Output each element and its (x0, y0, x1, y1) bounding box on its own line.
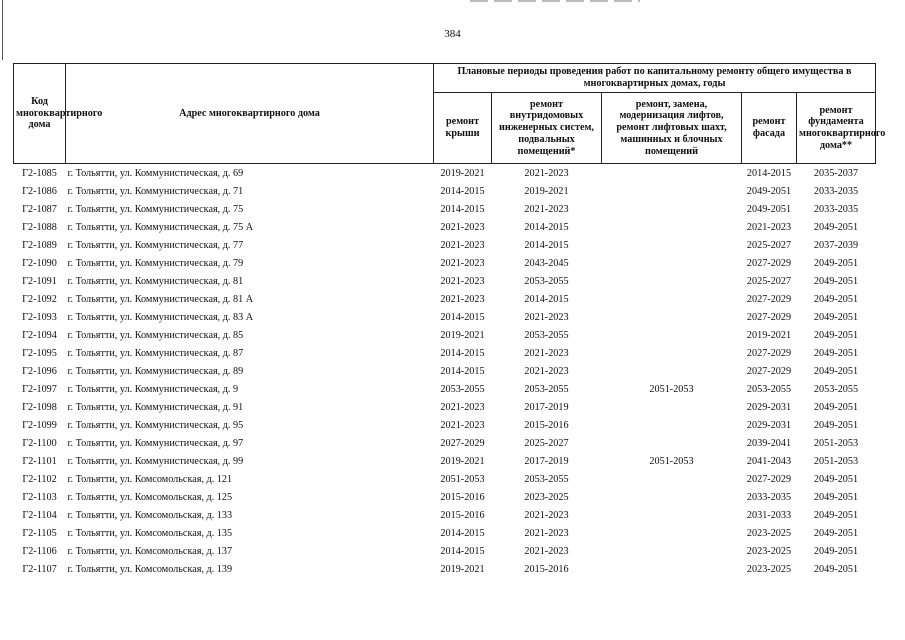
cell-address: г. Тольятти, ул. Коммунистическая, д. 71 (67, 185, 244, 197)
cell-engineering: 2014-2015 (524, 239, 569, 251)
cell-foundation: 2033-2035 (813, 203, 859, 215)
cell-code: Г2-1099 (22, 419, 57, 431)
cell-elevators (602, 326, 742, 344)
cell-elevators (602, 344, 742, 362)
cell-code: Г2-1098 (22, 401, 57, 413)
cell-engineering: 2021-2023 (524, 527, 569, 539)
cell-foundation: 2051-2053 (813, 455, 859, 467)
cell-address: г. Тольятти, ул. Коммунистическая, д. 89 (67, 365, 244, 377)
cell-engineering: 2015-2016 (524, 419, 569, 431)
header-address: Адрес многоквартирного дома (66, 64, 434, 164)
cell-code: Г2-1085 (22, 167, 57, 179)
cell-facade: 2025-2027 (746, 239, 792, 251)
cell-code: Г2-1092 (22, 293, 57, 305)
table-row (14, 488, 876, 506)
cell-code: Г2-1105 (22, 527, 57, 539)
cell-code: Г2-1093 (22, 311, 57, 323)
cell-engineering: 2017-2019 (524, 401, 569, 413)
cell-elevators (602, 434, 742, 452)
scan-artifact (470, 0, 640, 2)
cell-code: Г2-1091 (22, 275, 57, 287)
cell-address: г. Тольятти, ул. Коммунистическая, д. 85 (67, 329, 244, 341)
cell-roof: 2014-2015 (440, 545, 485, 557)
cell-elevators (602, 218, 742, 236)
cell-engineering: 2053-2055 (524, 275, 569, 287)
cell-engineering: 2014-2015 (524, 221, 569, 233)
cell-foundation: 2049-2051 (813, 275, 859, 287)
table-row (14, 326, 876, 344)
cell-roof: 2021-2023 (440, 401, 485, 413)
cell-code: Г2-1086 (22, 185, 57, 197)
cell-foundation: 2049-2051 (813, 491, 859, 503)
cell-facade: 2014-2015 (746, 167, 792, 179)
cell-facade: 2031-2033 (746, 509, 792, 521)
cell-roof: 2051-2053 (440, 473, 485, 485)
cell-facade: 2039-2041 (746, 437, 792, 449)
cell-address: г. Тольятти, ул. Комсомольская, д. 121 (67, 473, 233, 485)
cell-foundation: 2049-2051 (813, 347, 859, 359)
cell-foundation: 2049-2051 (813, 401, 859, 413)
cell-address: г. Тольятти, ул. Коммунистическая, д. 79 (67, 257, 244, 269)
cell-code: Г2-1088 (22, 221, 57, 233)
cell-engineering: 2023-2025 (524, 491, 569, 503)
cell-foundation: 2049-2051 (813, 221, 859, 233)
cell-engineering: 2015-2016 (524, 563, 569, 575)
cell-roof: 2014-2015 (440, 311, 485, 323)
cell-facade: 2041-2043 (746, 455, 792, 467)
table-row (14, 218, 876, 236)
cell-roof: 2014-2015 (440, 527, 485, 539)
cell-foundation: 2049-2051 (813, 293, 859, 305)
cell-elevators (602, 362, 742, 380)
cell-code: Г2-1102 (22, 473, 57, 485)
cell-code: Г2-1089 (22, 239, 57, 251)
table-row (14, 272, 876, 290)
table-row (14, 560, 876, 578)
cell-facade: 2027-2029 (746, 347, 792, 359)
cell-code: Г2-1103 (22, 491, 57, 503)
cell-facade: 2027-2029 (746, 311, 792, 323)
capital-repair-schedule-table (13, 63, 886, 578)
cell-engineering: 2014-2015 (524, 293, 569, 305)
cell-address: г. Тольятти, ул. Коммунистическая, д. 69 (67, 167, 244, 179)
table-row (14, 182, 876, 200)
cell-code: Г2-1106 (22, 545, 57, 557)
cell-engineering: 2053-2055 (524, 473, 569, 485)
cell-roof: 2014-2015 (440, 203, 485, 215)
cell-foundation: 2049-2051 (813, 545, 859, 557)
cell-engineering: 2021-2023 (524, 347, 569, 359)
cell-elevators (602, 272, 742, 290)
cell-foundation: 2049-2051 (813, 329, 859, 341)
cell-address: г. Тольятти, ул. Коммунистическая, д. 9 (67, 383, 239, 395)
table-row (14, 380, 876, 398)
cell-foundation: 2049-2051 (813, 509, 859, 521)
cell-elevators (602, 236, 742, 254)
cell-engineering: 2017-2019 (524, 455, 569, 467)
cell-elevators (602, 416, 742, 434)
cell-elevators (602, 182, 742, 200)
table-body (14, 164, 876, 579)
table-row (14, 164, 876, 183)
cell-code: Г2-1090 (22, 257, 57, 269)
cell-roof: 2019-2021 (440, 167, 485, 179)
table-row (14, 308, 876, 326)
cell-address: г. Тольятти, ул. Коммунистическая, д. 95 (67, 419, 244, 431)
cell-code: Г2-1107 (22, 563, 57, 575)
table-row (14, 236, 876, 254)
table-row (14, 254, 876, 272)
cell-engineering: 2021-2023 (524, 509, 569, 521)
cell-engineering: 2043-2045 (524, 257, 569, 269)
cell-roof: 2014-2015 (440, 185, 485, 197)
table-row (14, 470, 876, 488)
table-row (14, 506, 876, 524)
cell-foundation: 2051-2053 (813, 437, 859, 449)
table-row (14, 542, 876, 560)
header-periods-group: Плановые периоды проведения работ по капитальному ремонту общего имущества в многоквартирных домах, годы (434, 64, 876, 93)
cell-roof: 2021-2023 (440, 419, 485, 431)
header-elevators: ремонт, замена, модернизация лифтов, ремонт лифтовых шахт, машинных и блочных помещений (602, 93, 742, 164)
cell-address: г. Тольятти, ул. Комсомольская, д. 125 (67, 491, 233, 503)
table-row (14, 416, 876, 434)
cell-foundation: 2049-2051 (813, 257, 859, 269)
cell-code: Г2-1094 (22, 329, 57, 341)
cell-foundation: 2049-2051 (813, 311, 859, 323)
table-row (14, 290, 876, 308)
cell-elevators (602, 488, 742, 506)
cell-code: Г2-1100 (22, 437, 57, 449)
cell-code: Г2-1097 (22, 383, 57, 395)
cell-foundation: 2049-2051 (813, 419, 859, 431)
cell-address: г. Тольятти, ул. Комсомольская, д. 139 (67, 563, 233, 575)
header-facade: ремонт фасада (742, 93, 797, 164)
cell-roof: 2021-2023 (440, 221, 485, 233)
table-row (14, 344, 876, 362)
table-row (14, 362, 876, 380)
cell-address: г. Тольятти, ул. Коммунистическая, д. 83 А (67, 311, 254, 323)
cell-facade: 2053-2055 (746, 383, 792, 395)
header-roof: ремонт крыши (434, 93, 492, 164)
cell-elevators (602, 470, 742, 488)
cell-facade: 2049-2051 (746, 203, 792, 215)
cell-roof: 2019-2021 (440, 329, 485, 341)
cell-foundation: 2035-2037 (813, 167, 859, 179)
cell-foundation: 2049-2051 (813, 365, 859, 377)
cell-facade: 2029-2031 (746, 401, 792, 413)
cell-code: Г2-1095 (22, 347, 57, 359)
cell-roof: 2019-2021 (440, 455, 485, 467)
cell-roof: 2021-2023 (440, 275, 485, 287)
table-row (14, 398, 876, 416)
cell-facade: 2023-2025 (746, 563, 792, 575)
cell-code: Г2-1096 (22, 365, 57, 377)
header-engineering: ремонт внутридомовых инженерных систем, подвальных помещений* (492, 93, 602, 164)
cell-foundation: 2037-2039 (813, 239, 859, 251)
cell-address: г. Тольятти, ул. Коммунистическая, д. 97 (67, 437, 244, 449)
cell-engineering: 2021-2023 (524, 311, 569, 323)
cell-engineering: 2053-2055 (524, 329, 569, 341)
cell-elevators: 2051-2053 (649, 383, 694, 395)
cell-foundation: 2053-2055 (813, 383, 859, 395)
cell-roof: 2021-2023 (440, 239, 485, 251)
table-row (14, 452, 876, 470)
cell-elevators (602, 398, 742, 416)
cell-engineering: 2053-2055 (524, 383, 569, 395)
cell-elevators (602, 542, 742, 560)
cell-facade: 2025-2027 (746, 275, 792, 287)
cell-elevators (602, 290, 742, 308)
cell-elevators (602, 560, 742, 578)
cell-code: Г2-1101 (22, 455, 57, 467)
header-code: Код многоквартирного дома (14, 64, 66, 164)
cell-address: г. Тольятти, ул. Коммунистическая, д. 77 (67, 239, 244, 251)
cell-elevators (602, 200, 742, 218)
cell-facade: 2027-2029 (746, 473, 792, 485)
cell-roof: 2021-2023 (440, 257, 485, 269)
cell-foundation: 2049-2051 (813, 527, 859, 539)
cell-address: г. Тольятти, ул. Коммунистическая, д. 99 (67, 455, 244, 467)
cell-code: Г2-1087 (22, 203, 57, 215)
header-foundation: ремонт фундамента многоквартирного дома** (797, 93, 876, 164)
cell-address: г. Тольятти, ул. Коммунистическая, д. 87 (67, 347, 244, 359)
cell-elevators (602, 254, 742, 272)
cell-engineering: 2021-2023 (524, 365, 569, 377)
cell-address: г. Тольятти, ул. Коммунистическая, д. 91 (67, 401, 244, 413)
cell-roof: 2015-2016 (440, 509, 485, 521)
cell-engineering: 2021-2023 (524, 167, 569, 179)
cell-elevators (602, 506, 742, 524)
cell-elevators (602, 308, 742, 326)
cell-roof: 2021-2023 (440, 293, 485, 305)
cell-address: г. Тольятти, ул. Комсомольская, д. 137 (67, 545, 233, 557)
cell-roof: 2014-2015 (440, 365, 485, 377)
cell-address: г. Тольятти, ул. Коммунистическая, д. 75 (67, 203, 244, 215)
cell-roof: 2014-2015 (440, 347, 485, 359)
cell-facade: 2049-2051 (746, 185, 792, 197)
cell-roof: 2027-2029 (440, 437, 485, 449)
cell-code: Г2-1104 (22, 509, 57, 521)
cell-elevators: 2051-2053 (649, 455, 694, 467)
cell-facade: 2021-2023 (746, 221, 792, 233)
cell-foundation: 2049-2051 (813, 563, 859, 575)
cell-facade: 2027-2029 (746, 257, 792, 269)
cell-address: г. Тольятти, ул. Коммунистическая, д. 81 А (67, 293, 254, 305)
cell-facade: 2029-2031 (746, 419, 792, 431)
cell-roof: 2019-2021 (440, 563, 485, 575)
cell-roof: 2015-2016 (440, 491, 485, 503)
cell-facade: 2023-2025 (746, 527, 792, 539)
cell-facade: 2033-2035 (746, 491, 792, 503)
cell-facade: 2027-2029 (746, 293, 792, 305)
cell-engineering: 2019-2021 (524, 185, 569, 197)
cell-roof: 2053-2055 (440, 383, 485, 395)
cell-facade: 2027-2029 (746, 365, 792, 377)
cell-foundation: 2033-2035 (813, 185, 859, 197)
table-row (14, 200, 876, 218)
cell-elevators (602, 524, 742, 542)
cell-address: г. Тольятти, ул. Коммунистическая, д. 81 (67, 275, 244, 287)
table-row (14, 524, 876, 542)
cell-facade: 2019-2021 (746, 329, 792, 341)
cell-address: г. Тольятти, ул. Комсомольская, д. 133 (67, 509, 233, 521)
cell-engineering: 2025-2027 (524, 437, 569, 449)
cell-engineering: 2021-2023 (524, 203, 569, 215)
cell-facade: 2023-2025 (746, 545, 792, 557)
cell-elevators (602, 164, 742, 183)
cell-engineering: 2021-2023 (524, 545, 569, 557)
page-number: 384 (444, 28, 461, 40)
cell-address: г. Тольятти, ул. Комсомольская, д. 135 (67, 527, 233, 539)
table-header (14, 64, 886, 164)
cell-foundation: 2049-2051 (813, 473, 859, 485)
table-row (14, 434, 876, 452)
cell-address: г. Тольятти, ул. Коммунистическая, д. 75 А (67, 221, 254, 233)
